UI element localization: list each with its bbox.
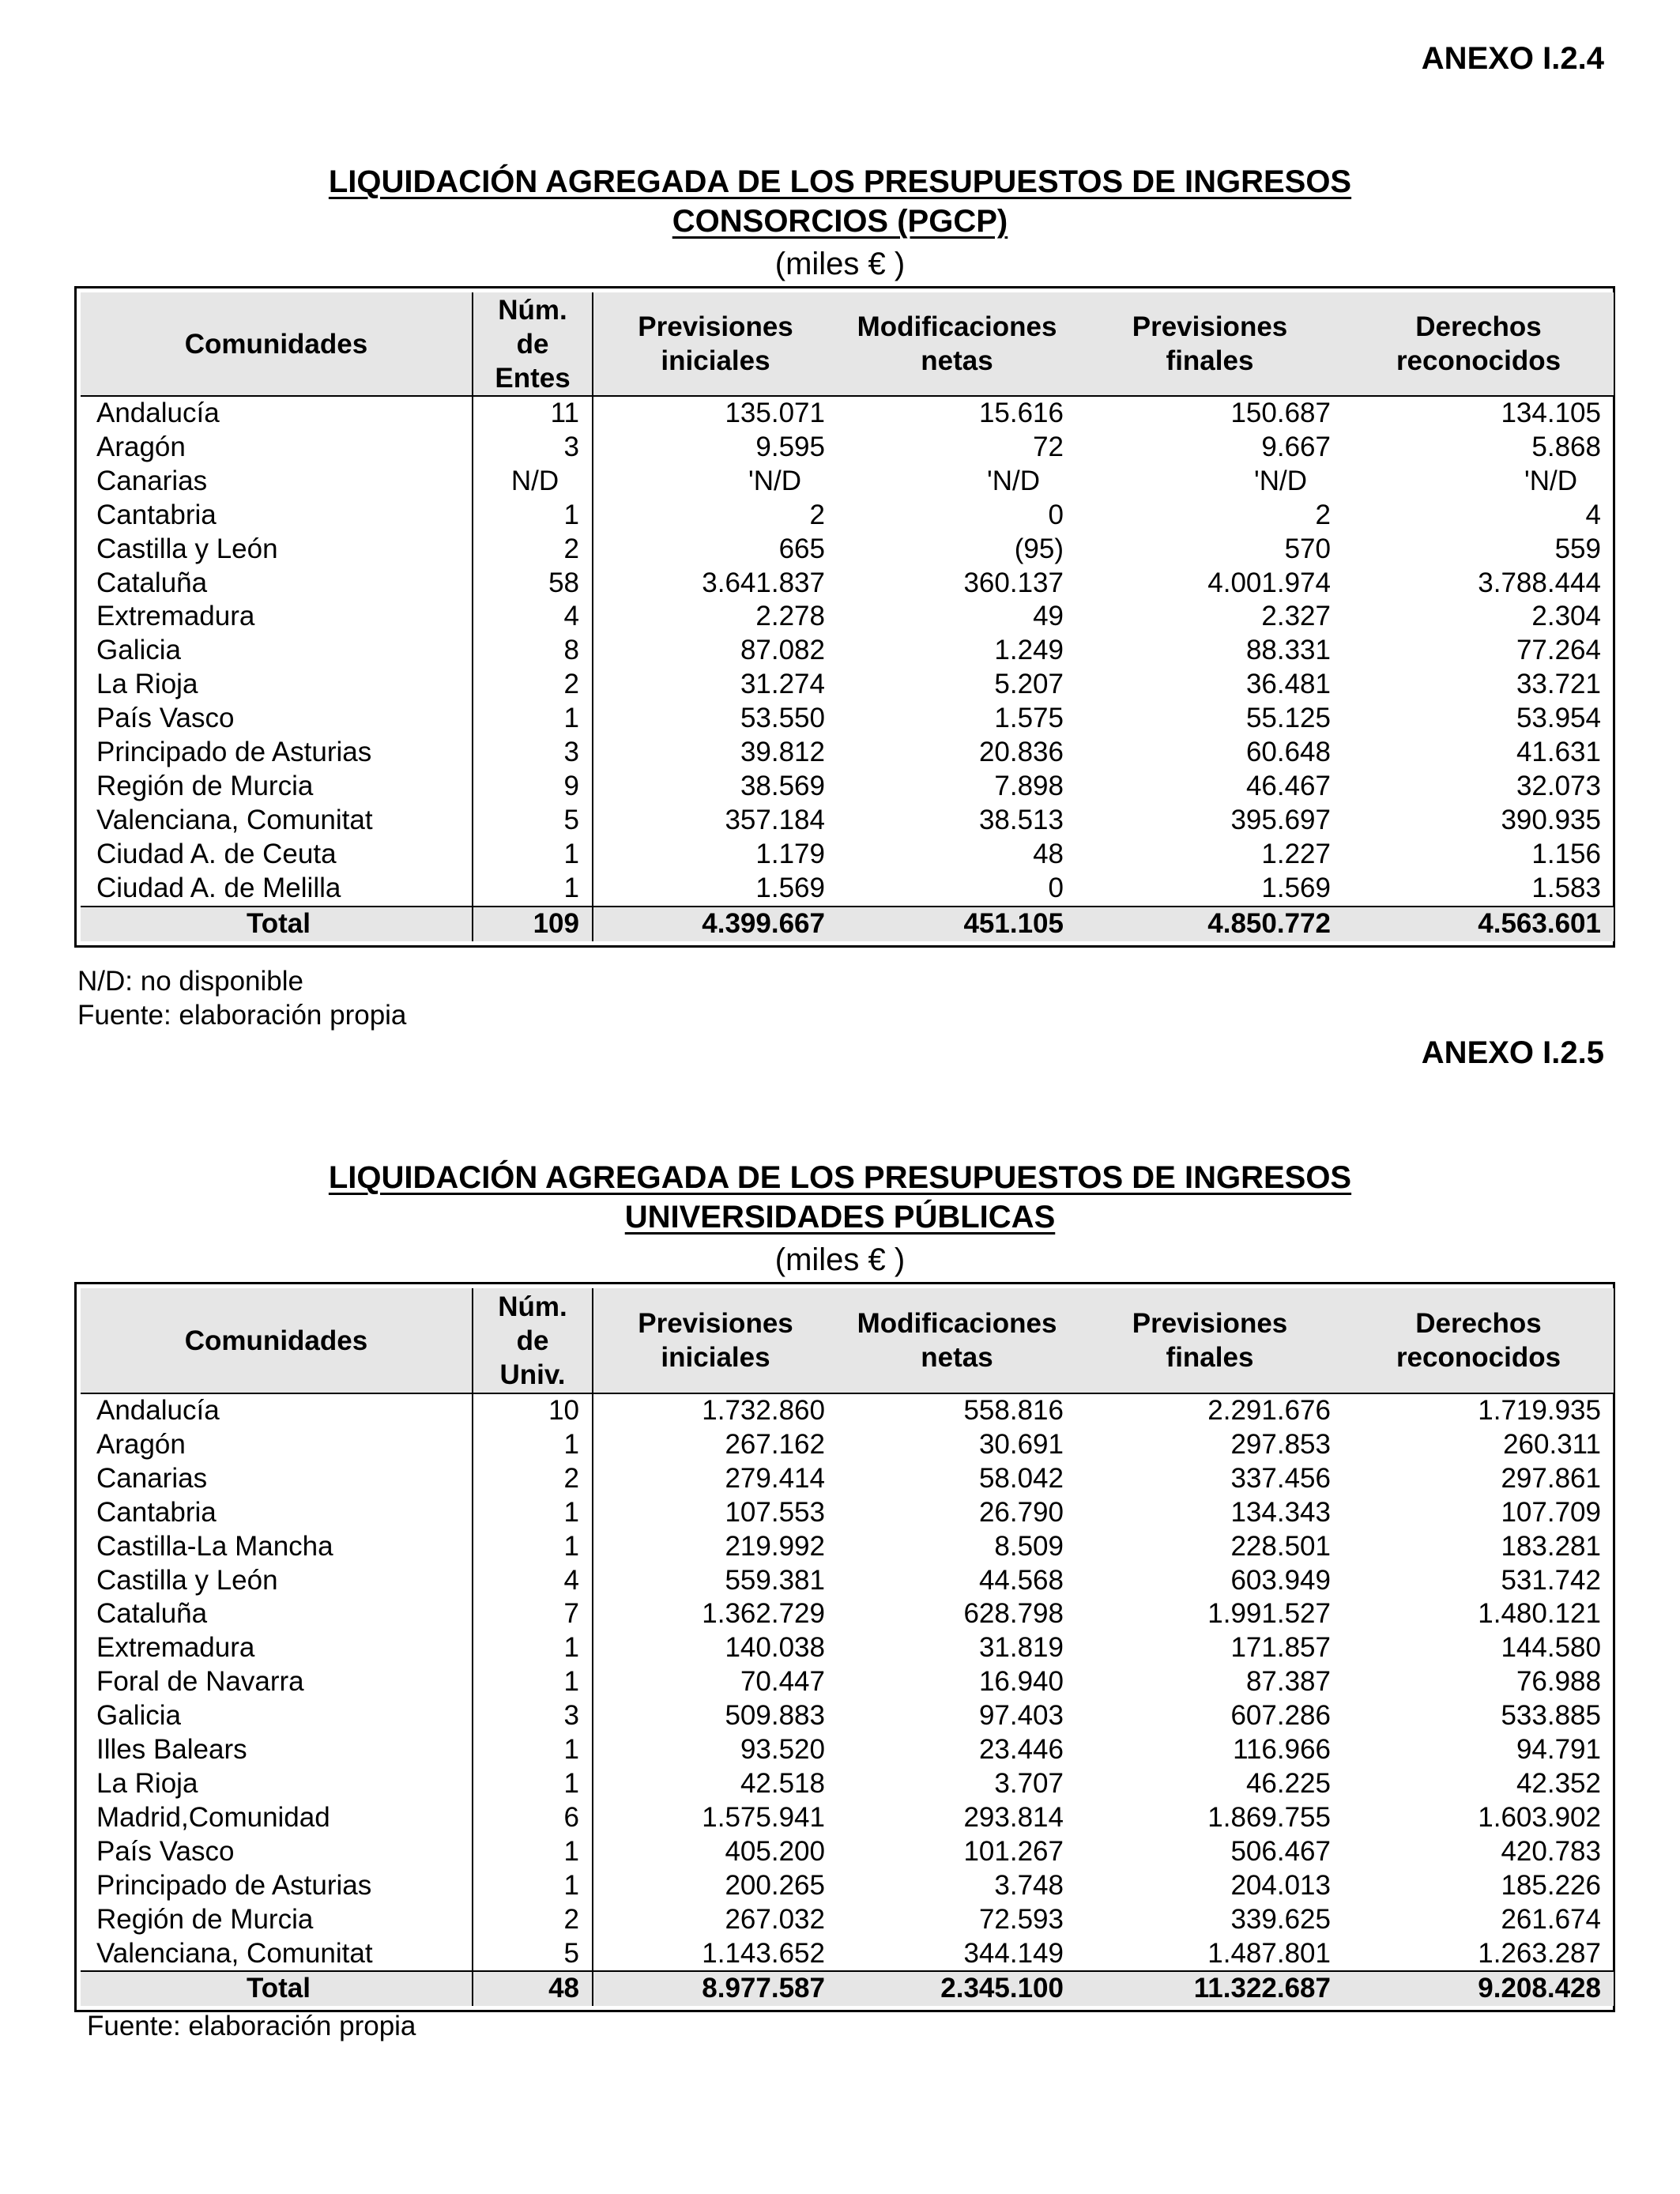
value-cell: 'N/D [987, 465, 1040, 496]
value-cell: 559 [1554, 533, 1601, 564]
total-value: 451.105 [838, 907, 1076, 941]
value-cell: 107.553 [725, 1496, 825, 1528]
value-cell: 48 [1033, 838, 1064, 869]
value-cell: 2 [1315, 499, 1331, 530]
value-cell: 41.631 [1516, 737, 1601, 768]
value-cell: 2 [809, 499, 825, 530]
value-cell: 58 [473, 567, 593, 601]
value-cell: 337.456 [1230, 1462, 1331, 1494]
community-cell: Madrid,Comunidad [81, 1801, 473, 1835]
table-row [81, 1597, 1614, 1631]
community-cell: La Rioja [81, 1767, 473, 1801]
value-cell: 357.184 [725, 804, 825, 835]
value-cell: 1.156 [1531, 838, 1601, 869]
value-cell: 42.352 [1516, 1767, 1601, 1799]
value-cell: 26.790 [978, 1496, 1064, 1528]
table-row [81, 1530, 1614, 1564]
community-cell: Cataluña [81, 1597, 473, 1631]
community-cell: Región de Murcia [81, 1903, 473, 1937]
value-cell: 603.949 [1230, 1564, 1331, 1596]
value-cell: 509.883 [725, 1700, 825, 1732]
total-value: 4.563.601 [1343, 907, 1614, 941]
value-cell: 4 [473, 600, 593, 634]
value-cell: 1.263.287 [1478, 1937, 1601, 1969]
value-cell: 8.509 [994, 1530, 1064, 1562]
value-cell: 3.788.444 [1478, 567, 1601, 598]
total-label: Total [81, 907, 473, 941]
total-value: 8.977.587 [593, 1971, 838, 2006]
title-line1: LIQUIDACIÓN AGREGADA DE LOS PRESUPUESTOS DE INGRESOS [328, 1160, 1352, 1195]
value-cell: 0 [1048, 499, 1064, 530]
column-header: Núm. de Entes [473, 292, 593, 396]
community-cell: Illes Balears [81, 1733, 473, 1767]
table-row [81, 1835, 1614, 1869]
table-row [81, 736, 1614, 770]
value-cell: 46.225 [1245, 1767, 1331, 1799]
value-cell: 260.311 [1503, 1428, 1601, 1460]
value-cell: 1 [473, 1835, 593, 1869]
value-cell: 87.387 [1245, 1666, 1331, 1698]
total-row [81, 1971, 1614, 2006]
value-cell: 395.697 [1230, 804, 1331, 835]
value-cell: 'N/D [1254, 465, 1307, 496]
community-cell: Foral de Navarra [81, 1665, 473, 1699]
value-cell: 267.162 [725, 1428, 825, 1460]
value-cell: 344.149 [963, 1937, 1064, 1969]
value-cell: 46.467 [1245, 770, 1331, 801]
value-cell: 171.857 [1230, 1632, 1331, 1664]
column-header: Modificaciones netas [838, 292, 1076, 396]
value-cell: 5 [473, 1937, 593, 1972]
value-cell: 23.446 [978, 1734, 1064, 1766]
header-row [81, 292, 1614, 396]
value-cell: 1.487.801 [1207, 1937, 1331, 1969]
value-cell: 339.625 [1230, 1903, 1331, 1935]
table-row [81, 567, 1614, 601]
value-cell: 1.143.652 [702, 1937, 825, 1969]
value-cell: 38.513 [978, 804, 1064, 835]
table-row [81, 872, 1614, 907]
value-cell: 559.381 [725, 1564, 825, 1596]
value-cell: (95) [1014, 533, 1064, 564]
value-cell: 2.278 [755, 601, 825, 632]
table-row [81, 396, 1614, 431]
table-row [81, 1665, 1614, 1699]
column-header: Previsiones iniciales [593, 1288, 838, 1393]
value-cell: 97.403 [978, 1700, 1064, 1732]
value-cell: 58.042 [978, 1462, 1064, 1494]
value-cell: 49 [1033, 601, 1064, 632]
value-cell: 77.264 [1516, 635, 1601, 666]
value-cell: 1.575 [994, 703, 1064, 734]
value-cell: 1 [473, 1631, 593, 1665]
table-row [81, 1801, 1614, 1835]
value-cell: 107.709 [1501, 1496, 1601, 1528]
value-cell: 1.227 [1261, 838, 1331, 869]
value-cell: 134.343 [1230, 1496, 1331, 1528]
value-cell: 31.274 [740, 669, 825, 700]
value-cell: 405.200 [725, 1835, 825, 1867]
community-cell: Andalucía [81, 396, 473, 431]
total-value: 109 [473, 907, 593, 941]
table-row [81, 499, 1614, 533]
table-row [81, 600, 1614, 634]
table-row [81, 1767, 1614, 1801]
value-cell: 6 [473, 1801, 593, 1835]
source-note-2: Fuente: elaboración propia [87, 2011, 416, 2041]
community-cell: Canarias [81, 1462, 473, 1496]
value-cell: 204.013 [1230, 1869, 1331, 1901]
value-cell: 2 [473, 1462, 593, 1496]
value-cell: 7.898 [994, 770, 1064, 801]
value-cell: 3.707 [994, 1767, 1064, 1799]
table-row [81, 1631, 1614, 1665]
value-cell: 1.991.527 [1207, 1598, 1331, 1630]
value-cell: 1.719.935 [1478, 1395, 1601, 1426]
value-cell: 1.179 [755, 838, 825, 869]
table-row [81, 634, 1614, 668]
value-cell: 2 [473, 533, 593, 567]
value-cell: 390.935 [1501, 804, 1601, 835]
title-line2: UNIVERSIDADES PÚBLICAS [624, 1200, 1056, 1235]
table-row [81, 1937, 1614, 1972]
value-cell: 293.814 [963, 1801, 1064, 1833]
value-cell: 33.721 [1516, 669, 1601, 700]
column-header: Derechos reconocidos [1343, 292, 1614, 396]
community-cell: País Vasco [81, 702, 473, 736]
value-cell: 116.966 [1233, 1734, 1331, 1766]
consorcios-table-frame [74, 286, 1615, 948]
value-cell: 1.362.729 [702, 1598, 825, 1630]
value-cell: 1.575.941 [702, 1801, 825, 1833]
column-header: Comunidades [81, 292, 473, 396]
value-cell: 1 [473, 1428, 593, 1462]
value-cell: 297.861 [1501, 1462, 1601, 1494]
community-cell: Galicia [81, 634, 473, 668]
value-cell: 1.480.121 [1478, 1598, 1601, 1630]
community-cell: Ciudad A. de Ceuta [81, 838, 473, 872]
value-cell: 9 [473, 770, 593, 804]
table-row [81, 1733, 1614, 1767]
total-value: 4.850.772 [1076, 907, 1343, 941]
value-cell: 8 [473, 634, 593, 668]
total-value: 9.208.428 [1343, 1971, 1614, 2006]
value-cell: 70.447 [740, 1666, 825, 1698]
header-row [81, 1288, 1614, 1393]
community-cell: Castilla-La Mancha [81, 1530, 473, 1564]
table-row [81, 533, 1614, 567]
value-cell: 1 [473, 1665, 593, 1699]
community-cell: Cantabria [81, 499, 473, 533]
value-cell: 360.137 [963, 567, 1064, 598]
table-row [81, 702, 1614, 736]
table-row [81, 1564, 1614, 1598]
units-label-2: (miles € ) [774, 1242, 906, 1277]
title-line2: CONSORCIOS (PGCP) [672, 204, 1008, 239]
value-cell: 93.520 [740, 1734, 825, 1766]
value-cell: 3.748 [994, 1869, 1064, 1901]
table-row [81, 1393, 1614, 1428]
community-cell: Castilla y León [81, 1564, 473, 1598]
value-cell: 30.691 [978, 1428, 1064, 1460]
value-cell: 1 [473, 499, 593, 533]
value-cell: 1.869.755 [1207, 1801, 1331, 1833]
value-cell: 72 [1033, 431, 1064, 462]
value-cell: 44.568 [978, 1564, 1064, 1596]
anexo-label-2: ANEXO I.2.5 [1421, 1035, 1604, 1070]
source-note-1: Fuente: elaboración propia [77, 1000, 407, 1031]
value-cell: 39.812 [740, 737, 825, 768]
value-cell: 2 [473, 668, 593, 702]
value-cell: 15.616 [978, 398, 1064, 428]
consorcios-table [81, 292, 1614, 941]
table-row [81, 1428, 1614, 1462]
value-cell: 533.885 [1501, 1700, 1601, 1732]
column-header: Previsiones finales [1076, 1288, 1343, 1393]
community-cell: Aragón [81, 431, 473, 465]
value-cell: 1.732.860 [702, 1395, 825, 1426]
table-row [81, 1903, 1614, 1937]
value-cell: 55.125 [1245, 703, 1331, 734]
value-cell: 4 [473, 1564, 593, 1598]
value-cell: 607.286 [1230, 1700, 1331, 1732]
table-row [81, 838, 1614, 872]
value-cell: 2.304 [1531, 601, 1601, 632]
community-cell: Canarias [81, 465, 473, 499]
community-cell: Aragón [81, 1428, 473, 1462]
value-cell: 7 [473, 1597, 593, 1631]
anexo-label-1: ANEXO I.2.4 [1421, 41, 1604, 76]
total-value: 11.322.687 [1076, 1971, 1343, 2006]
universidades-table-frame [74, 1282, 1615, 2012]
table-row [81, 770, 1614, 804]
value-cell: 2 [473, 1903, 593, 1937]
community-cell: Región de Murcia [81, 770, 473, 804]
value-cell: 94.791 [1516, 1734, 1601, 1766]
value-cell: 1 [473, 1733, 593, 1767]
value-cell: 140.038 [725, 1632, 825, 1664]
community-cell: Andalucía [81, 1393, 473, 1428]
value-cell: 88.331 [1245, 635, 1331, 666]
value-cell: 11 [473, 396, 593, 431]
value-cell: 1.603.902 [1478, 1801, 1601, 1833]
total-value: 2.345.100 [838, 1971, 1076, 2006]
value-cell: 53.550 [740, 703, 825, 734]
column-header: Núm. de Univ. [473, 1288, 593, 1393]
value-cell: 185.226 [1501, 1869, 1601, 1901]
community-cell: Extremadura [81, 600, 473, 634]
value-cell: 420.783 [1501, 1835, 1601, 1867]
table-title-1 [0, 162, 1680, 241]
community-cell: La Rioja [81, 668, 473, 702]
value-cell: 101.267 [963, 1835, 1064, 1867]
title-line1: LIQUIDACIÓN AGREGADA DE LOS PRESUPUESTOS DE INGRESOS [328, 164, 1352, 199]
value-cell: 135.071 [725, 398, 825, 428]
value-cell: 72.593 [978, 1903, 1064, 1935]
value-cell: 9.595 [755, 431, 825, 462]
community-cell: Cataluña [81, 567, 473, 601]
value-cell: 53.954 [1516, 703, 1601, 734]
value-cell: 1 [473, 872, 593, 907]
units-label-1: (miles € ) [774, 247, 906, 281]
value-cell: 279.414 [725, 1462, 825, 1494]
value-cell: 570 [1284, 533, 1331, 564]
community-cell: Castilla y León [81, 533, 473, 567]
value-cell: 32.073 [1516, 770, 1601, 801]
column-header: Previsiones finales [1076, 292, 1343, 396]
value-cell: 1 [473, 1530, 593, 1564]
value-cell: 3 [473, 1699, 593, 1733]
value-cell: 1.583 [1531, 872, 1601, 903]
value-cell: 261.674 [1501, 1903, 1601, 1935]
value-cell: 2.291.676 [1207, 1395, 1331, 1426]
total-value: 48 [473, 1971, 593, 2006]
value-cell: 38.569 [740, 770, 825, 801]
value-cell: 219.992 [725, 1530, 825, 1562]
value-cell: 1.569 [755, 872, 825, 903]
table-row [81, 1462, 1614, 1496]
value-cell: 1 [473, 1496, 593, 1530]
total-value: 4.399.667 [593, 907, 838, 941]
column-header: Modificaciones netas [838, 1288, 1076, 1393]
value-cell: 228.501 [1230, 1530, 1331, 1562]
column-header: Comunidades [81, 1288, 473, 1393]
table-row [81, 1699, 1614, 1733]
value-cell: 3 [473, 431, 593, 465]
table-title-2 [0, 1158, 1680, 1237]
column-header: Derechos reconocidos [1343, 1288, 1614, 1393]
table-row [81, 804, 1614, 838]
value-cell: 87.082 [740, 635, 825, 666]
value-cell: 200.265 [725, 1869, 825, 1901]
value-cell: N/D [473, 465, 593, 499]
value-cell: 531.742 [1501, 1564, 1601, 1596]
value-cell: 60.648 [1245, 737, 1331, 768]
value-cell: 150.687 [1230, 398, 1331, 428]
table-row [81, 668, 1614, 702]
value-cell: 3.641.837 [702, 567, 825, 598]
community-cell: Cantabria [81, 1496, 473, 1530]
value-cell: 297.853 [1230, 1428, 1331, 1460]
value-cell: 42.518 [740, 1767, 825, 1799]
community-cell: Galicia [81, 1699, 473, 1733]
value-cell: 1.249 [994, 635, 1064, 666]
value-cell: 144.580 [1501, 1632, 1601, 1664]
value-cell: 5 [473, 804, 593, 838]
community-cell: Valenciana, Comunitat [81, 1937, 473, 1972]
table-row [81, 465, 1614, 499]
value-cell: 665 [778, 533, 825, 564]
value-cell: 'N/D [1524, 465, 1577, 496]
value-cell: 1 [473, 838, 593, 872]
value-cell: 76.988 [1516, 1666, 1601, 1698]
value-cell: 4.001.974 [1207, 567, 1331, 598]
value-cell: 1.569 [1261, 872, 1331, 903]
value-cell: 16.940 [978, 1666, 1064, 1698]
community-cell: País Vasco [81, 1835, 473, 1869]
value-cell: 3 [473, 736, 593, 770]
total-label: Total [81, 1971, 473, 2006]
value-cell: 134.105 [1501, 398, 1601, 428]
value-cell: 31.819 [978, 1632, 1064, 1664]
community-cell: Valenciana, Comunitat [81, 804, 473, 838]
universidades-table [81, 1288, 1614, 2006]
value-cell: 4 [1585, 499, 1601, 530]
value-cell: 628.798 [963, 1598, 1064, 1630]
community-cell: Principado de Asturias [81, 1869, 473, 1903]
value-cell: 9.667 [1261, 431, 1331, 462]
footnote-nd: N/D: no disponible [77, 966, 303, 997]
value-cell: 1 [473, 1767, 593, 1801]
community-cell: Principado de Asturias [81, 736, 473, 770]
value-cell: 183.281 [1501, 1530, 1601, 1562]
value-cell: 10 [473, 1393, 593, 1428]
value-cell: 1 [473, 1869, 593, 1903]
community-cell: Ciudad A. de Melilla [81, 872, 473, 907]
value-cell: 5.207 [994, 669, 1064, 700]
table-row [81, 1869, 1614, 1903]
value-cell: 20.836 [978, 737, 1064, 768]
table-row [81, 431, 1614, 465]
value-cell: 5.868 [1531, 431, 1601, 462]
value-cell: 36.481 [1245, 669, 1331, 700]
value-cell: 558.816 [963, 1395, 1064, 1426]
value-cell: 267.032 [725, 1903, 825, 1935]
value-cell: 'N/D [748, 465, 801, 496]
value-cell: 0 [1048, 872, 1064, 903]
value-cell: 506.467 [1230, 1835, 1331, 1867]
column-header: Previsiones iniciales [593, 292, 838, 396]
table-row [81, 1496, 1614, 1530]
value-cell: 1 [473, 702, 593, 736]
total-row [81, 907, 1614, 941]
value-cell: 2.327 [1261, 601, 1331, 632]
community-cell: Extremadura [81, 1631, 473, 1665]
